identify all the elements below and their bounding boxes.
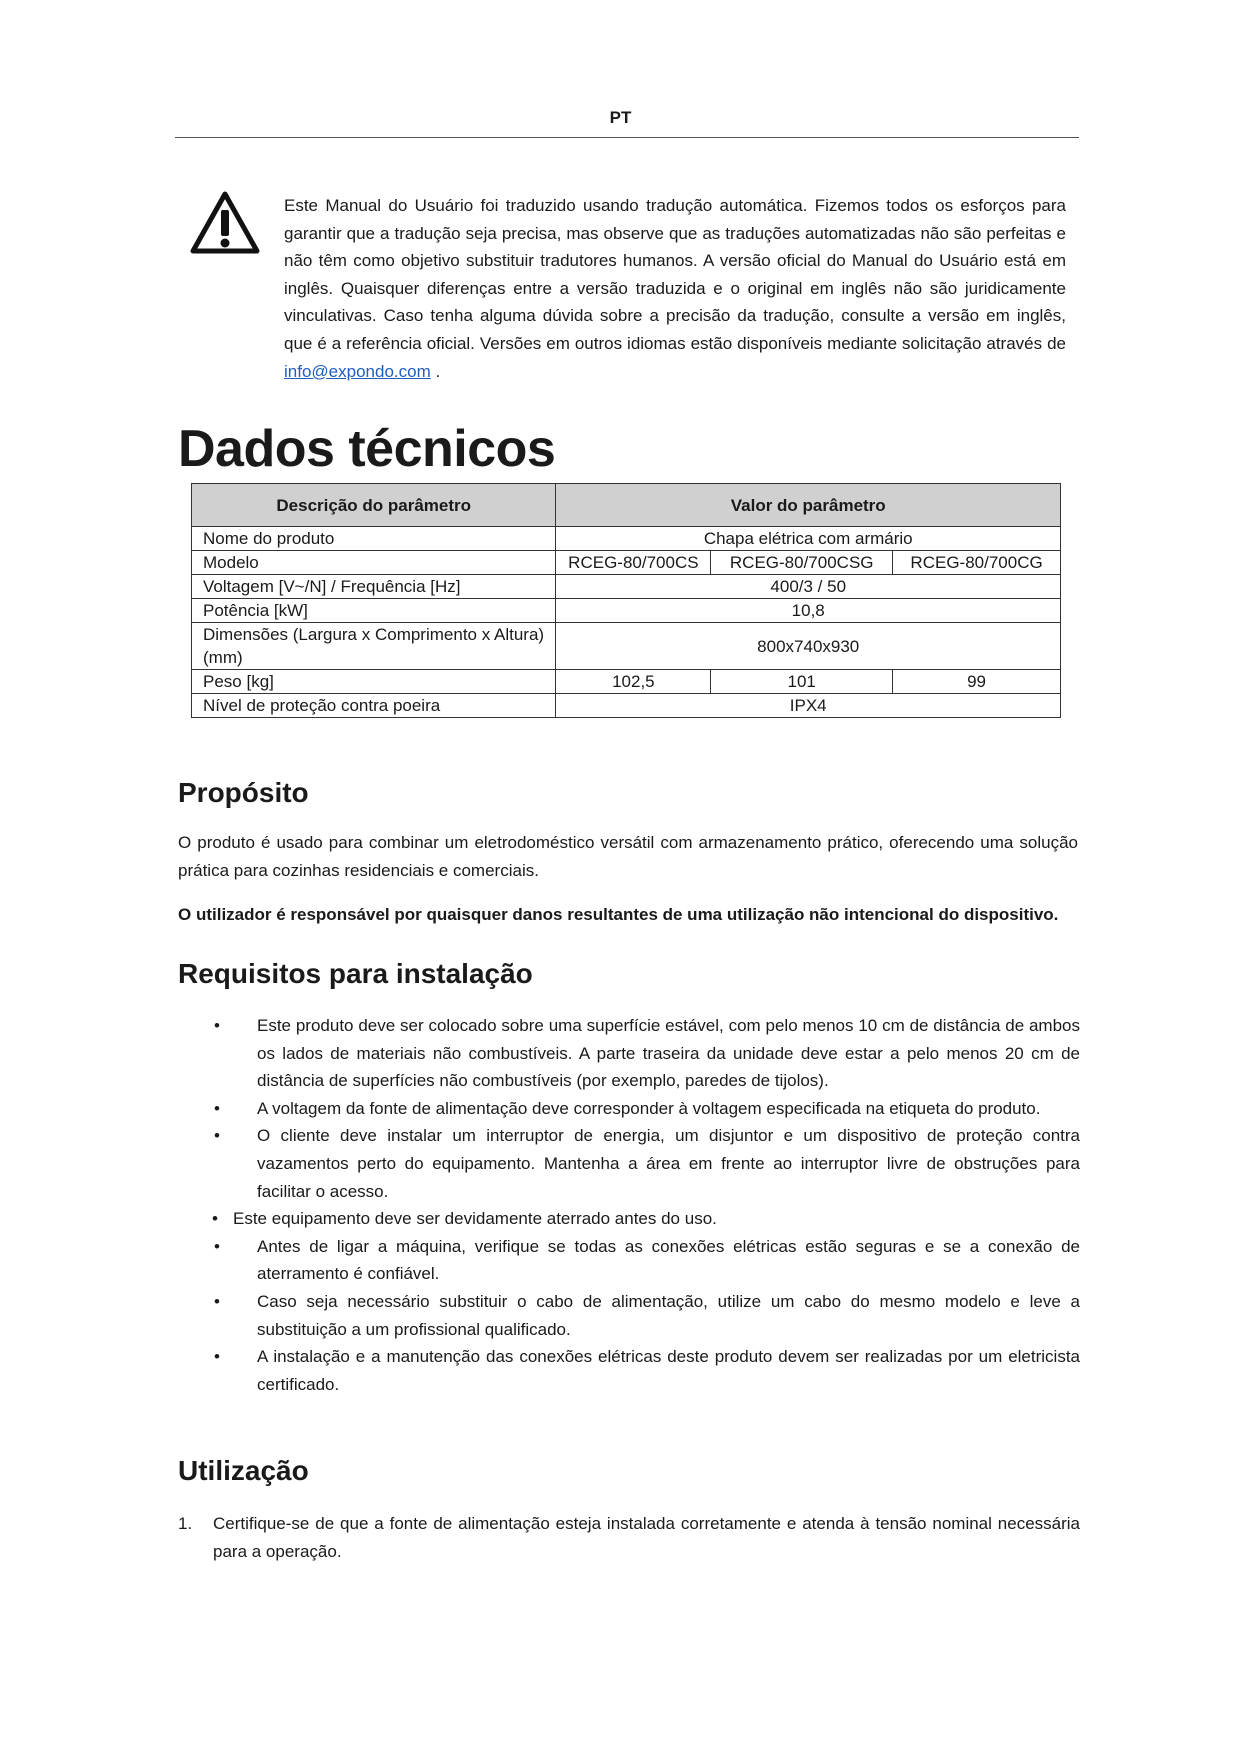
row-label: Potência [kW] xyxy=(192,599,556,623)
row-label: Nível de proteção contra poeira xyxy=(192,694,556,718)
list-item xyxy=(178,1343,1080,1398)
list-item xyxy=(178,1095,1080,1123)
bullet-icon: • xyxy=(214,1126,220,1146)
col-header-value: Valor do parâmetro xyxy=(556,484,1061,527)
row-value: 800x740x930 xyxy=(556,623,1061,670)
row-value: IPX4 xyxy=(556,694,1061,718)
installation-list xyxy=(178,1012,1080,1398)
table-row xyxy=(192,623,1061,670)
list-item-number: 1. xyxy=(178,1514,193,1533)
row-value: RCEG-80/700CSG xyxy=(711,551,893,575)
table-header-row xyxy=(192,484,1061,527)
installation-heading: Requisitos para instalação xyxy=(178,958,533,989)
tech-data-table xyxy=(191,483,1061,718)
bullet-icon: • xyxy=(212,1209,218,1229)
bullet-icon: • xyxy=(214,1016,220,1035)
tech-data-title: Dados técnicos xyxy=(178,420,556,478)
bullet-icon: • xyxy=(214,1236,220,1256)
row-value: 400/3 / 50 xyxy=(556,575,1061,599)
header-divider xyxy=(175,137,1079,138)
list-item xyxy=(178,1233,1080,1288)
list-item-text: Este produto deve ser colocado sobre uma superfície estável, com pelo menos 10 cm de distância de ambos os lados de materiais não combustíveis. A parte traseira da unidade deve estar a pelo menos 20 cm de distância de superfícies não combustíveis (por exemplo, paredes de tijolos). xyxy=(257,1016,1080,1091)
col-header-param: Descrição do parâmetro xyxy=(192,484,556,527)
table-row xyxy=(192,527,1061,551)
notice-suffix: . xyxy=(430,361,441,381)
list-item xyxy=(178,1012,1080,1095)
notice-text: Este Manual do Usuário foi traduzido usando tradução automática. Fizemos todos os esforços para garantir que a tradução seja precisa, mas observe que as traduções automatizadas não são perfeitas e não têm como objetivo substituir tradutores humanos. A versão oficial do Manual do Usuário está em inglês. Quaisquer diferenças entre a versão traduzida e o original em inglês não são juridicamente vinculativas. Caso tenha alguma dúvida sobre a precisão da tradução, consulte a versão em inglês, que é a referência oficial. Versões em outros idiomas estão disponíveis mediante solicitação através de xyxy=(284,196,1066,353)
list-item-text: A instalação e a manutenção das conexões elétricas deste produto devem ser realizadas por um eletricista certificado. xyxy=(257,1347,1080,1394)
list-item xyxy=(178,1205,1080,1233)
table-row xyxy=(192,694,1061,718)
usage-list xyxy=(178,1510,1080,1565)
row-value: Chapa elétrica com armário xyxy=(556,527,1061,551)
row-value: 10,8 xyxy=(556,599,1061,623)
language-label: PT xyxy=(609,108,632,127)
table-row xyxy=(192,575,1061,599)
bullet-icon: • xyxy=(214,1098,220,1118)
row-label: Peso [kg] xyxy=(192,670,556,694)
purpose-heading: Propósito xyxy=(178,777,309,808)
list-item xyxy=(178,1510,1080,1565)
list-item xyxy=(178,1122,1080,1205)
row-value: 101 xyxy=(711,670,893,694)
bullet-icon: • xyxy=(214,1347,220,1367)
list-item-text: A voltagem da fonte de alimentação deve corresponder à voltagem especificada na etiqueta do produto. xyxy=(257,1098,1041,1118)
list-item-text: O cliente deve instalar um interruptor de energia, um disjuntor e um dispositivo de proteção contra vazamentos perto do equipamento. Mantenha a área em frente ao interruptor livre de obstruções para facilitar o acesso. xyxy=(257,1126,1080,1201)
list-item xyxy=(178,1288,1080,1343)
purpose-liability-note: O utilizador é responsável por quaisquer danos resultantes de uma utilização não intencional do dispositivo. xyxy=(178,905,1059,924)
table-row xyxy=(192,551,1061,575)
table-row xyxy=(192,670,1061,694)
bullet-icon: • xyxy=(214,1291,220,1311)
row-value: 102,5 xyxy=(556,670,711,694)
table-row xyxy=(192,599,1061,623)
list-item-text: Caso seja necessário substituir o cabo de alimentação, utilize um cabo do mesmo modelo e leve a substituição a um profissional qualificado. xyxy=(257,1291,1080,1339)
row-value: RCEG-80/700CS xyxy=(556,551,711,575)
list-item-text: Certifique-se de que a fonte de alimentação esteja instalada corretamente e atenda à tensão nominal necessária para a operação. xyxy=(213,1514,1080,1561)
purpose-text: O produto é usado para combinar um eletrodoméstico versátil com armazenamento prático, oferecendo uma solução prática para cozinhas residenciais e comerciais. xyxy=(178,833,1078,880)
usage-heading: Utilização xyxy=(178,1455,309,1486)
row-value: RCEG-80/700CG xyxy=(893,551,1061,575)
warning-triangle-icon xyxy=(190,190,260,254)
translation-notice xyxy=(284,192,1066,385)
list-item-text: Este equipamento deve ser devidamente aterrado antes do uso. xyxy=(233,1209,717,1229)
row-value: 99 xyxy=(893,670,1061,694)
row-label: Modelo xyxy=(192,551,556,575)
row-label: Dimensões (Largura x Comprimento x Altura) (mm) xyxy=(192,623,556,670)
row-label: Voltagem [V~/N] / Frequência [Hz] xyxy=(192,575,556,599)
row-label: Nome do produto xyxy=(192,527,556,551)
contact-email-link[interactable]: info@expondo.com xyxy=(284,361,431,381)
list-item-text: Antes de ligar a máquina, verifique se todas as conexões elétricas estão seguras e se a conexão de aterramento é confiável. xyxy=(257,1236,1080,1284)
